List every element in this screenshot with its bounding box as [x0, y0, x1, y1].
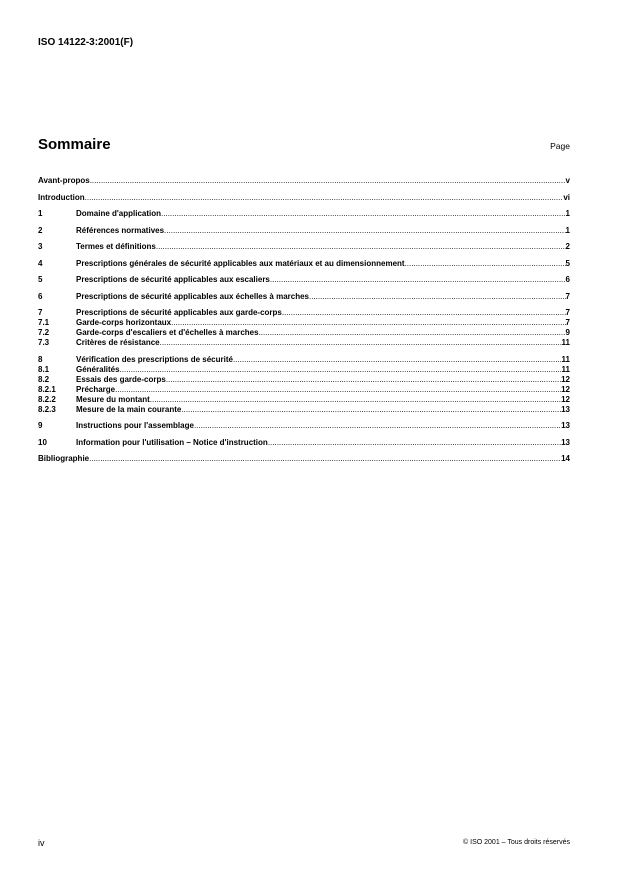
toc-entry[interactable]	[38, 375, 570, 385]
toc-leader-dots	[405, 259, 566, 269]
toc-entry-number: 6	[38, 291, 43, 301]
toc-entry-number: 8.2.1	[38, 384, 56, 394]
toc-entry-number: 3	[38, 242, 43, 251]
toc-entry[interactable]	[38, 454, 570, 464]
toc-leader-dots	[164, 226, 566, 236]
toc-leader-dots	[166, 375, 561, 385]
toc-entry-page: 5	[565, 258, 570, 268]
toc-leader-dots	[160, 338, 562, 348]
toc-leader-dots	[233, 355, 562, 365]
toc-entry[interactable]	[38, 328, 570, 338]
page-number: iv	[38, 838, 45, 848]
toc-entry-number: 7.3	[38, 338, 50, 347]
toc-entry-title: Introduction	[38, 192, 85, 202]
toc-entry[interactable]	[38, 308, 570, 318]
toc-entry[interactable]	[38, 176, 570, 186]
toc-entry-title: Instructions pour l'assemblage	[76, 421, 194, 430]
table-of-contents	[38, 176, 570, 464]
toc-entry-number: 1	[38, 209, 43, 218]
toc-entry-title: Précharge	[76, 384, 116, 394]
toc-entry-page: 12	[561, 384, 570, 394]
toc-entry-page: 7	[565, 291, 570, 301]
toc-entry-title: Bibliographie	[38, 454, 90, 463]
toc-entry[interactable]	[38, 275, 570, 285]
toc-leader-dots	[171, 318, 565, 328]
toc-leader-dots	[89, 454, 561, 464]
toc-entry-number: 8.2.3	[38, 404, 56, 414]
toc-entry-title: Garde-corps horizontaux	[76, 318, 172, 327]
toc-entry-title: Prescriptions générales de sécurité applicables aux matériaux et au dimensionnement	[76, 258, 405, 268]
toc-entry-page: v	[565, 176, 570, 185]
toc-entry[interactable]	[38, 318, 570, 328]
toc-leader-dots	[150, 395, 561, 405]
toc-leader-dots	[90, 176, 566, 186]
toc-entry-page: 9	[565, 328, 570, 337]
toc-leader-dots	[259, 328, 566, 338]
toc-entry[interactable]	[38, 338, 570, 348]
toc-leader-dots	[85, 193, 564, 203]
toc-leader-dots	[282, 308, 566, 318]
toc-entry-page: 7	[565, 308, 570, 317]
toc-entry[interactable]	[38, 259, 570, 269]
toc-entry-page: 6	[565, 275, 570, 284]
toc-entry-title: Termes et définitions	[76, 242, 156, 251]
toc-entry[interactable]	[38, 292, 570, 302]
toc-entry-number: 10	[38, 437, 47, 447]
toc-entry-page: 11	[561, 364, 570, 374]
toc-entry-page: 1	[565, 209, 570, 218]
toc-entry-page: 13	[561, 437, 570, 447]
toc-entry-number: 7.1	[38, 318, 50, 327]
toc-entry[interactable]	[38, 438, 570, 448]
toc-entry-title: Prescriptions de sécurité applicables aux escaliers	[76, 275, 270, 284]
toc-entry-page: 14	[561, 454, 570, 463]
toc-entry-title: Prescriptions de sécurité applicables aux garde-corps	[76, 308, 282, 317]
toc-entry-page: 13	[561, 421, 570, 430]
toc-entry-page: 7	[565, 318, 570, 327]
toc-entry-number: 8.2	[38, 374, 50, 384]
toc-entry[interactable]	[38, 405, 570, 415]
toc-entry-title: Information pour l'utilisation – Notice d'instruction	[76, 437, 268, 447]
toc-entry-number: 8.1	[38, 364, 50, 374]
toc-entry-number: 4	[38, 258, 43, 268]
toc-entry-number: 8.2.2	[38, 394, 56, 404]
toc-entry-page: 1	[565, 225, 570, 235]
toc-leader-dots	[309, 292, 566, 302]
toc-entry-number: 8	[38, 354, 43, 364]
toc-entry-number: 9	[38, 421, 43, 430]
toc-entry-title: Essais des garde-corps	[76, 374, 166, 384]
toc-entry-page: vi	[563, 192, 570, 202]
toc-entry[interactable]	[38, 365, 570, 375]
toc-entry-number: 7.2	[38, 328, 50, 337]
toc-leader-dots	[270, 275, 566, 285]
toc-entry[interactable]	[38, 385, 570, 395]
toc-entry[interactable]	[38, 355, 570, 365]
toc-entry[interactable]	[38, 395, 570, 405]
toc-entry-title: Vérification des prescriptions de sécurité	[76, 354, 233, 364]
toc-entry[interactable]	[38, 226, 570, 236]
toc-entry-page: 13	[561, 404, 570, 414]
toc-entry-page: 12	[561, 374, 570, 384]
toc-entry-number: 5	[38, 275, 43, 284]
toc-leader-dots	[120, 365, 562, 375]
toc-leader-dots	[156, 242, 566, 252]
toc-entry[interactable]	[38, 242, 570, 252]
toc-entry[interactable]	[38, 421, 570, 431]
toc-entry-title: Références normatives	[76, 225, 165, 235]
toc-entry-number: 7	[38, 308, 43, 317]
toc-entry-page: 2	[565, 242, 570, 251]
toc-entry-title: Critères de résistance	[76, 338, 160, 347]
document-reference: ISO 14122-3:2001(F)	[38, 37, 134, 48]
toc-entry-page: 12	[561, 394, 570, 404]
toc-page-column-label: Page	[550, 141, 570, 151]
toc-entry-page: 11	[561, 338, 570, 347]
toc-leader-dots	[194, 421, 561, 431]
toc-entry-title: Généralités	[76, 364, 120, 374]
toc-entry-title: Mesure de la main courante	[76, 404, 182, 414]
toc-leader-dots	[115, 385, 561, 395]
toc-entry-page: 11	[561, 354, 570, 364]
copyright-notice: © ISO 2001 – Tous droits réservés	[463, 839, 570, 846]
toc-entry-title: Domaine d'application	[76, 209, 162, 218]
toc-entry-title: Garde-corps d'escaliers et d'échelles à marches	[76, 328, 259, 337]
toc-leader-dots	[181, 405, 561, 415]
toc-entry[interactable]	[38, 209, 570, 219]
toc-entry-title: Avant-propos	[38, 176, 90, 185]
toc-entry[interactable]	[38, 193, 570, 203]
toc-entry-number: 2	[38, 225, 43, 235]
toc-entry-title: Mesure du montant	[76, 394, 150, 404]
toc-entry-title: Prescriptions de sécurité applicables aux échelles à marches	[76, 291, 310, 301]
toc-title: Sommaire	[38, 136, 111, 153]
toc-leader-dots	[268, 438, 561, 448]
toc-leader-dots	[161, 209, 566, 219]
